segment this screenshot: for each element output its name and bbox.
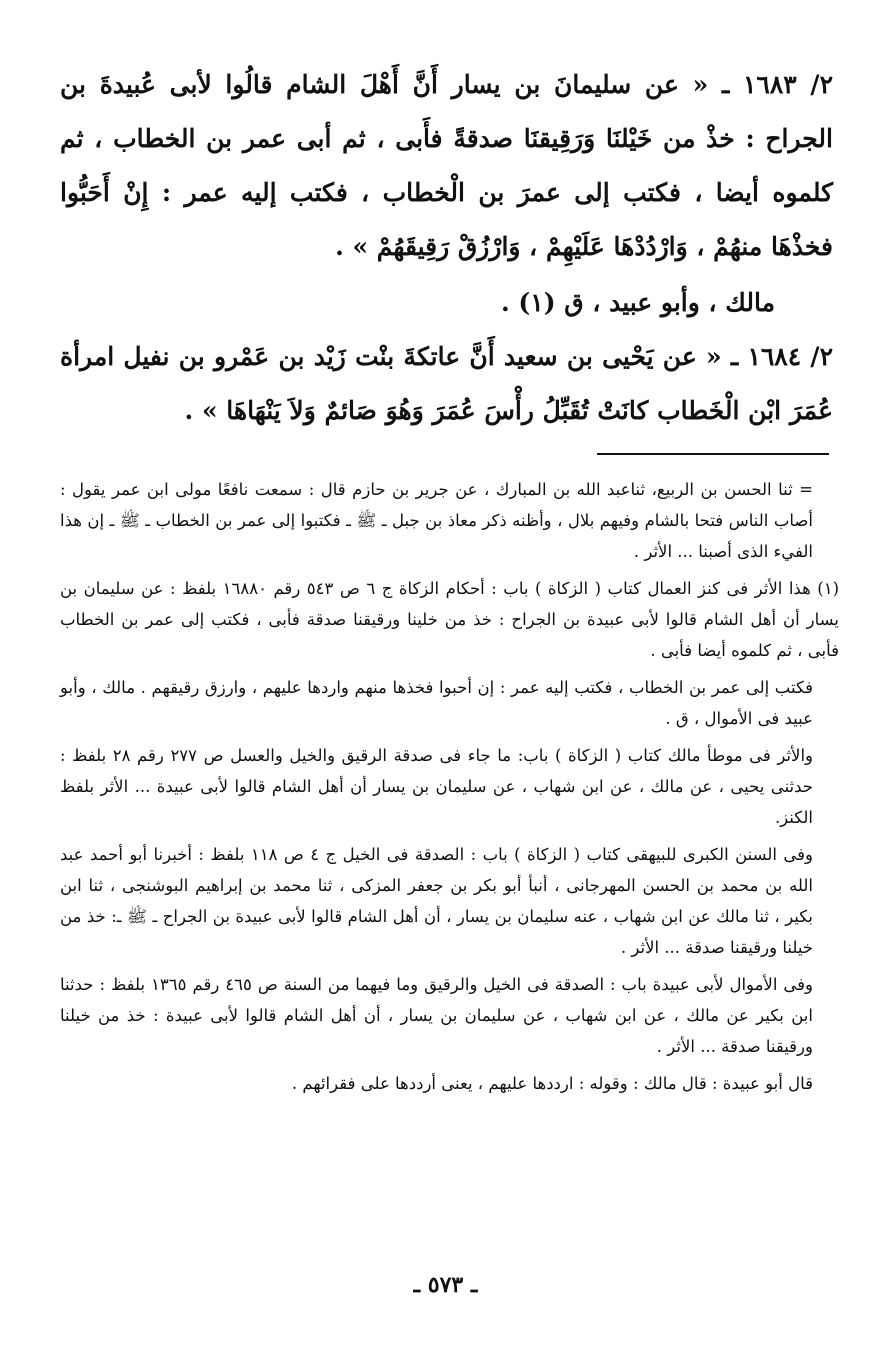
hadith-1683: [60, 58, 833, 274]
footnote-line: وفى الأموال لأبى عبيدة باب : الصدقة فى الخيل والرقيق وما فيهما من السنة ص ٤٦٥ رقم ١٣٦٥ بلفظ :: [99, 975, 813, 994]
hadith-1683-source: مالك ، وأبو عبيد ، ق (١) .: [501, 288, 775, 317]
footnote-line: والأثر فى موطأ مالك كتاب ( الزكاة ) باب: ما جاء فى صدقة الرقيق والخيل والعسل ص ٢٧٧ رقم ٢٨: [112, 746, 813, 765]
footnote-line: قال أبو عبيدة : قال مالك : وقوله : ارددها عليهم ، يعنى أرددها على فقرائهم .: [291, 1074, 813, 1093]
footnote-1-bayhaqi: [60, 839, 813, 963]
footnote-line: أصاب الناس فتحا بالشام وفيهم بلال ، وأظنه ذكر معاذ بن جبل ـ ﷺ ـ فكتبوا إلى عمر بن الخطاب ـ ﷺ ـ: [109, 511, 813, 530]
footnote-1-closing: [60, 1068, 813, 1099]
footnote-1-muwatta: [60, 740, 813, 833]
footnote-1-kanz: [60, 573, 839, 666]
footnote-line: بلفظ : حدثنى يحيى ، عن مالك ، عن ابن شهاب ، عن سليمان بن يسار أن أهل الشام قالوا لأبى عبيدة ...: [60, 746, 813, 796]
footnote-line: (١) هذا الأثر فى كنز العمال كتاب ( الزكاة ) باب : أحكام الزكاة ج ٦ ص ٥٤٣ رقم ١٦٨٨٠ بلفظ : عن: [141, 579, 840, 598]
footnote-line: مالك ، وأبو عبيد فى الأموال ، ق .: [60, 678, 813, 728]
footnote-1-text: [60, 672, 813, 734]
footnote-line: عبد الله بن محمد بن الحسن المهرجانى ، أنبأ أبو بكر بن جعفر المزكى ، ثنا محمد بن إبراهيم البوشنجى ، ثنا: [60, 845, 814, 895]
text-line: ٢/ ١٦٨٤ ـ « عن يَحْيى بن سعيد أَنَّ عاتكةَ بنْت زَيْد بن عَمْرو بن نفيل امرأة عُمَرَ: [60, 342, 833, 425]
footnote-line: = ثنا الحسن بن الربيع، ثناعبد الله بن المبارك ، عن جرير بن حازم قال : سمعت نافعًا مولى ابن عمر يقول :: [60, 480, 813, 499]
footnote-separator: [597, 453, 829, 455]
footnote-line: الأثر بلفظ الكنز.: [60, 777, 813, 827]
footnote-line: حدثنا ابن بكير عن مالك ، عن ابن شهاب ، عن سليمان بن يسار ، أن أهل الشام قالوا لأبى عبيدة : خذ من: [60, 975, 813, 1025]
footnote-line: عمر بن الخطاب فأبى ، ثم كلموه أيضا فأبى .: [60, 610, 839, 660]
page-number: ـ ٥٧٣ ـ: [413, 1272, 478, 1298]
text-line: ابْن الْخَطاب كانَتْ تُقَبِّلُ رأْسَ عُمَرَ وَهُوَ صَائمٌ وَلاَ يَنْهَاهَا » .: [184, 396, 782, 425]
footnote-continuation: [60, 474, 813, 567]
footnote-line: سليمان بن يسار أن أهل الشام قالوا لأبى عبيدة بن الجراح : خذ من خلينا ورقيقنا صدقة فأبى ، فكتب إلى: [60, 579, 839, 629]
main-text: [60, 58, 833, 438]
footnote-line: خيلنا ورقيقنا صدقة ... الأثر .: [60, 1006, 813, 1056]
hadith-1684: [60, 330, 833, 438]
text-line: عمرَ بن الْخطاب ، فكتب إليه عمر : إِنْ أَحَبُّوا فخذْهَا منهُمْ ، وَارْدُدْهَا عَلَيْهِمْ ، وَارْزُقْ: [60, 178, 833, 261]
text-line: خذْ من خَيْلنَا وَرَقِيقنَا صدقةً فأَبى ، ثم أبى عمر بن الخطاب ، ثم كلموه أيضا ، فكتب إلى: [60, 124, 833, 207]
text-line: رَقِيقَهُمْ » .: [335, 232, 450, 261]
footnote-line: ابن بكير ، ثنا مالك عن ابن شهاب ، عنه سليمان بن يسار ، أن أهل الشام قالوا لأبى عبيدة بن الجراح ـ ﷺ ـ:: [60, 876, 813, 926]
footnote-1-amwal: [60, 969, 813, 1062]
footnote-line: إن هذا الفيء الذى أصبنا ... الأثر .: [60, 511, 813, 561]
footnote-line: فكتب إلى عمر بن الخطاب ، فكتب إليه عمر : إن أحبوا فخذها منهم واردها عليهم ، وارزق رقيقهم .: [140, 678, 813, 697]
footnote-line: خذ من خيلنا ورقيقنا صدقة ... الأثر .: [60, 907, 813, 957]
footnotes: [60, 474, 840, 1099]
text-line: ٢/ ١٦٨٣ ـ « عن سليمانَ بن يسار أَنَّ أَهْلَ الشام قالُوا لأبى عُبيدةَ بن الجراح :: [60, 70, 833, 153]
footnote-line: وفى السنن الكبرى للبيهقى كتاب ( الزكاة ) باب : الصدقة فى الخيل ج ٤ ص ١١٨ بلفظ : أخبرنا أبو أحمد: [89, 845, 813, 864]
